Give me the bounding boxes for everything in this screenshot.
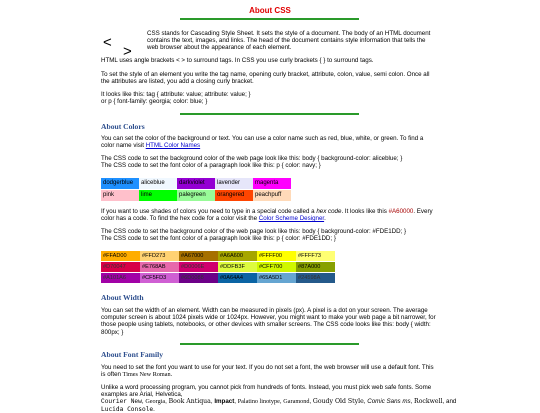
chip-darkviolet: darkviolet [177, 178, 215, 189]
hex-chip: #6D0088 [179, 273, 218, 283]
para-font-1-end: . [170, 371, 173, 379]
bracket-right: > [123, 43, 132, 57]
para-font-2-text: Unlike a word processing program, you cannot pick from hundreds of fonts. Instead, you must pick web safe fonts. Some examples are Arial, Helvetica, [101, 384, 432, 399]
para-colors-1 [101, 135, 436, 149]
sep: , [279, 398, 284, 406]
font-sample-courier: Courier New [101, 398, 142, 406]
para-font-2 [101, 384, 457, 413]
sep: , [309, 398, 313, 406]
sep: , [442, 398, 446, 406]
heading-font-family: About Font Family [101, 350, 164, 359]
para-colors-1-text: You can set the color of the background or text. You can use a color name such as red, blue, white, or green. To find a color name visit [101, 135, 424, 150]
para-hex [101, 208, 436, 222]
hex-chip: #A67000 [179, 251, 218, 261]
para-colors-2b: The CSS code to set the font color of a paragraph look like this: p { color: navy; } [101, 162, 321, 169]
page-title: About CSS [249, 6, 291, 15]
para-hex-em: hex code [316, 208, 342, 215]
bracket-left: < [103, 34, 112, 51]
hex-chip: #FFAD00 [101, 251, 140, 261]
font-sample-book-antiqua: Book Antiqua [168, 398, 211, 406]
chip-magenta: magenta [253, 178, 291, 189]
and-word: and [446, 398, 457, 406]
divider-1 [180, 113, 359, 115]
end-dot: . [153, 405, 155, 413]
sep: , [410, 398, 415, 406]
sep: , [363, 398, 368, 406]
para-brackets: HTML uses angle brackets < > to surround tags. In CSS you use curly brackets { } to surround tags. [101, 57, 374, 64]
hex-chip: #DDFB3F [218, 262, 257, 272]
para-colors-2a: The CSS code to set the background color of the web page look like this: body { background-color: aliceblue; } [101, 155, 403, 162]
chip-peachpuff: peachpuff [253, 190, 291, 201]
hex-chip: #87A000 [296, 262, 335, 272]
hex-chip: #D0006E [179, 262, 218, 272]
sep: , [165, 398, 169, 406]
named-colors-row-2 [101, 190, 306, 201]
chip-pink: pink [101, 190, 139, 201]
hex-chip: #D70047 [101, 262, 140, 272]
para-font-1-text: You need to set the font you want to use for your text. If you do not set a font, the web browser will use a default font. This is often [101, 364, 434, 379]
para-colors-3b: The CSS code to set the font color of a paragraph look like this: p { color: #FDE1DD; } [101, 235, 336, 242]
title-divider [180, 18, 359, 20]
chip-lavender: lavender [215, 178, 253, 189]
para-tag-1: It looks like this: tag { attribute: value; attribute: value; } [101, 91, 251, 98]
chip-lime: lime [139, 190, 177, 201]
para-style: To set the style of an element you write the tag name, opening curly bracket, attribute, colon, value, semi colon. Once all the attributes are listed, you add a closing curly bracket. [101, 71, 430, 86]
sep: , [234, 398, 238, 406]
html-color-names-link[interactable]: HTML Color Names [145, 142, 201, 150]
sep: , [210, 398, 215, 406]
intro-text: CSS stands for Cascading Style Sheet. It sets the style of a document. The body of an HTML document contains the text, images, and links. The head of the document contains style information that tells the web browser about the appearance of each element. [147, 30, 431, 52]
font-sample-lucida: Lucida Console [101, 405, 154, 413]
para-hex-code: #A60000 [388, 208, 414, 215]
font-sample-palatino: Palatino linotype [237, 398, 280, 406]
para-font-1 [101, 364, 436, 378]
hex-chip: #24598A [296, 273, 335, 283]
font-sample-comic: Comic Sans ms [367, 398, 411, 406]
hex-chip: #CFF700 [257, 262, 296, 272]
chip-dodgerblue: dodgerblue [101, 178, 139, 189]
hex-chip: #A101A6 [101, 273, 140, 283]
para-colors-3a: The CSS code to set the background color of the web page look like this: body { background-color: #FDE1DD; } [101, 228, 407, 235]
hex-colors-grid [101, 251, 335, 284]
para-hex-text-3: . Every color has a code. To find the hex code for a color visit the [101, 208, 433, 223]
hex-chip: #65A5D1 [257, 273, 296, 283]
heading-colors: About Colors [101, 122, 145, 131]
named-colors-row-1 [101, 178, 306, 189]
color-scheme-designer-link[interactable]: Color Scheme Designer [258, 215, 325, 223]
sep: , [141, 398, 146, 406]
font-sample-impact: Impact [214, 398, 235, 406]
chip-palegreen: palegreen [177, 190, 215, 201]
hex-chip: #FFD273 [140, 251, 179, 261]
hex-chip: #CF5FD3 [140, 273, 179, 283]
heading-width: About Width [101, 293, 144, 302]
font-sample-georgia: Georgia [145, 398, 166, 406]
chip-orangered: orangered [215, 190, 253, 201]
hex-chip: #FFFF00 [257, 251, 296, 261]
angle-brackets-icon [103, 33, 141, 57]
divider-2 [180, 343, 359, 345]
chip-aliceblue: aliceblue [139, 178, 177, 189]
font-sample-goudy: Goudy Old Style [312, 398, 364, 406]
hex-chip: #E768AB [140, 262, 179, 272]
font-sample-rockwell: Rockwell [414, 398, 443, 406]
para-width: You can set the width of an element. Width can be measured in pixels (px). A pixel is a dot on your screen. The average computer screen is about 1024 pixels wide or 1024px. However, you might want to make your web page a bit narrower, for those people using tablets, notebooks, or other devices with smaller screens. The CSS code looks like this: body { width: 800px; } [101, 307, 436, 336]
para-hex-end: . [324, 215, 326, 223]
hex-chip: #FFFF73 [296, 251, 335, 261]
hex-chip: #A6A600 [218, 251, 257, 261]
font-sample-garamond: Garamond [283, 398, 310, 406]
para-tag-2: or p { font-family: georgia; color: blue; } [101, 98, 208, 105]
para-hex-text-2: . It looks like this [341, 208, 389, 215]
para-hex-text-1: If you want to use shades of colors you need to type in a special code called a [101, 208, 317, 215]
hex-chip: #0A64A4 [218, 273, 257, 283]
font-sample-times: Times New Roman [122, 371, 171, 379]
